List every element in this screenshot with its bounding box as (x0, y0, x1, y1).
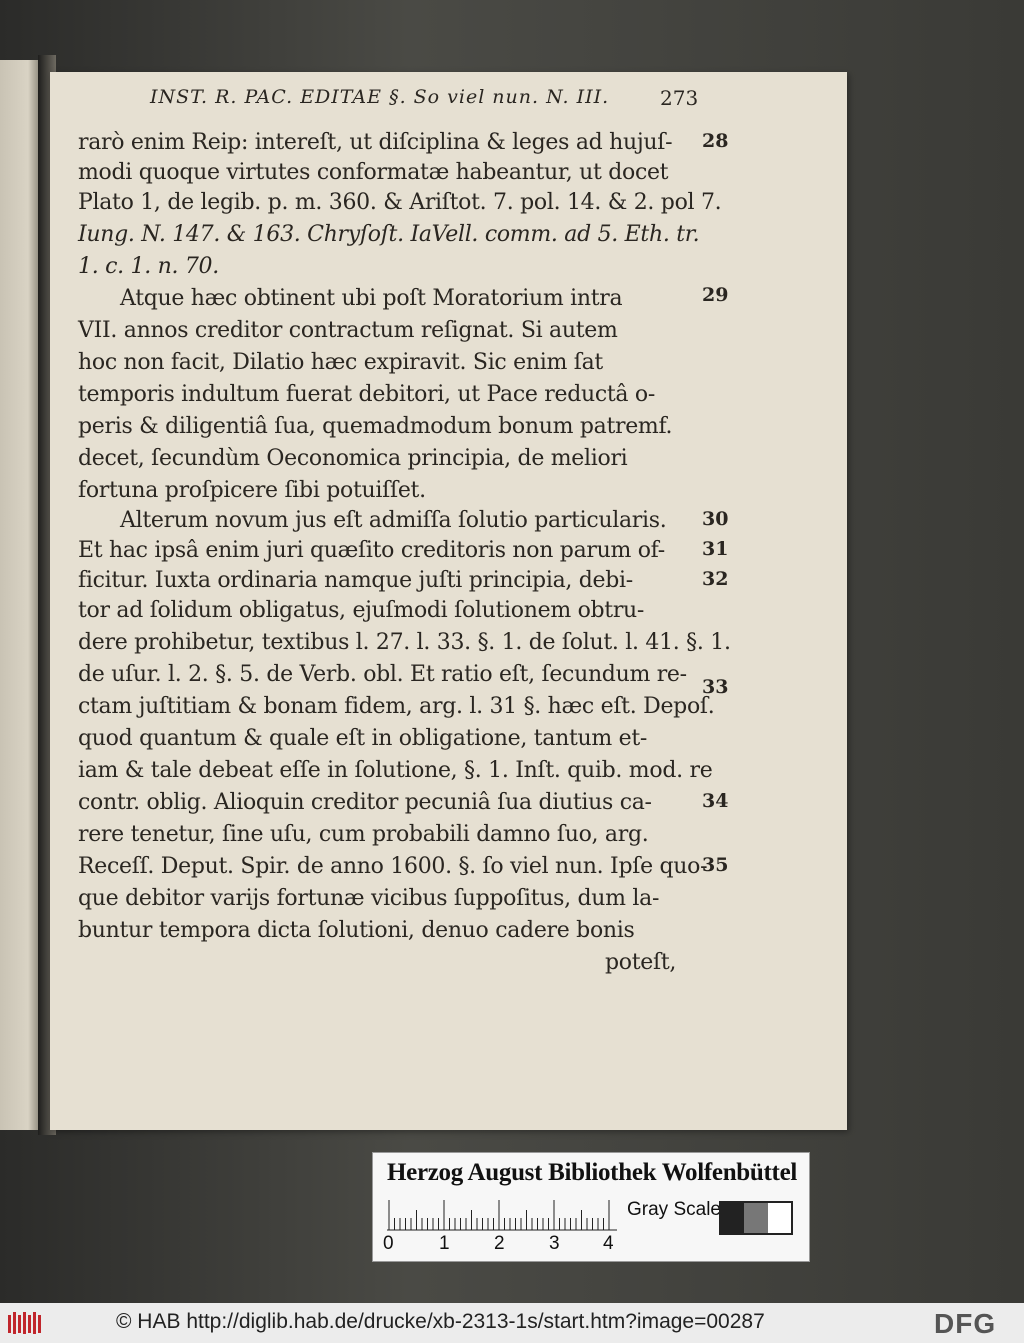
ruler-digit: 2 (494, 1233, 505, 1254)
margin-number: 29 (702, 284, 729, 306)
gray-scale-label: Gray Scale (627, 1199, 721, 1220)
catchword: poteſt, (605, 950, 677, 975)
text-line: contr. oblig. Alioquin creditor pecuniâ ſua diutius ca- (78, 790, 652, 815)
margin-number: 28 (702, 130, 729, 152)
previous-page-edge (0, 60, 40, 1130)
ruler-digit: 1 (439, 1233, 450, 1254)
text-line: Atque hæc obtinent ubi poſt Moratorium intra (120, 286, 623, 311)
ruler-digit: 3 (549, 1233, 560, 1254)
ruler-scale (387, 1199, 617, 1231)
viewer-footer (0, 1303, 1024, 1343)
page-number: 273 (660, 86, 699, 110)
text-line: Alterum novum jus eſt admiſſa ſolutio particularis. (120, 508, 667, 533)
margin-number: 33 (702, 676, 729, 698)
margin-number: 30 (702, 508, 729, 530)
book-page (50, 72, 847, 1130)
running-title: INST. R. PAC. EDITAE §. So viel nun. N. III. (150, 86, 610, 108)
text-line: que debitor varijs fortunæ vicibus ſuppoſitus, dum la- (78, 886, 660, 911)
margin-number: 35 (702, 854, 729, 876)
margin-number: 31 (702, 538, 729, 560)
library-color-card (372, 1152, 810, 1262)
margin-number: 32 (702, 568, 729, 590)
text-line: rarò enim Reip: intereſt, ut diſciplina & leges ad hujuſ- (78, 130, 673, 155)
text-line: peris & diligentiâ ſua, quemadmodum bonum patremf. (78, 414, 673, 439)
text-line: decet, ſecundùm Oeconomica principia, de meliori (78, 446, 628, 471)
footer-citation-link[interactable]: © HAB http://diglib.hab.de/drucke/xb-2313-1s/start.htm?image=00287 (116, 1310, 765, 1333)
text-line: Et hac ipsâ enim juri quæſito creditoris non parum of- (78, 538, 665, 563)
text-line: ctam juſtitiam & bonam fidem, arg. l. 31 §. hæc eſt. Depoſ. (78, 694, 715, 719)
text-line: ficitur. Iuxta ordinaria namque juſti principia, debi- (78, 568, 633, 593)
dfg-logo: DFG (934, 1308, 997, 1339)
gray-scale-swatches (719, 1201, 793, 1235)
text-line: temporis indultum fuerat debitori, ut Pace reductâ o- (78, 382, 655, 407)
swatch-black (721, 1203, 744, 1233)
text-line: VII. annos creditor contractum reſignat. Si autem (78, 318, 618, 343)
margin-number: 34 (702, 790, 729, 812)
text-line: Iung. N. 147. & 163. Chryſoſt. IaVell. comm. ad 5. Eth. tr. (78, 222, 700, 247)
text-line: hoc non facit, Dilatio hæc expiravit. Sic enim ſat (78, 350, 603, 375)
text-line: buntur tempora dicta ſolutioni, denuo cadere bonis (78, 918, 635, 943)
ruler-digit: 0 (383, 1233, 394, 1254)
text-line: quod quantum & quale eſt in obligatione, tantum et- (78, 726, 648, 751)
swatch-gray (744, 1203, 767, 1233)
text-line: tor ad ſolidum obligatus, ejuſmodi ſolutionem obtru- (78, 598, 645, 623)
text-line: iam & tale debeat eſſe in ſolutione, §. 1. Inſt. quib. mod. re (78, 758, 713, 783)
text-line: 1. c. 1. n. 70. (78, 254, 219, 279)
text-line: dere prohibetur, textibus l. 27. l. 33. §. 1. de ſolut. l. 41. §. 1. (78, 630, 731, 655)
hab-logo-icon (6, 1309, 44, 1337)
text-line: Plato 1, de legib. p. m. 360. & Ariſtot. 7. pol. 14. & 2. pol 7. (78, 190, 722, 215)
text-line: rere tenetur, ſine uſu, cum probabili damno ſuo, arg. (78, 822, 649, 847)
text-line: modi quoque virtutes conformatæ habeantur, ut docet (78, 160, 669, 185)
library-name: Herzog August Bibliothek Wolfenbüttel (387, 1159, 798, 1186)
ruler-digit: 4 (603, 1233, 614, 1254)
text-line: fortuna proſpicere ſibi potuiſſet. (78, 478, 426, 503)
text-line: de uſur. l. 2. §. 5. de Verb. obl. Et ratio eſt, ſecundum re- (78, 662, 687, 687)
text-line: Receſſ. Deput. Spir. de anno 1600. §. ſo viel nun. Ipſe quo- (78, 854, 708, 879)
swatch-white (768, 1203, 791, 1233)
